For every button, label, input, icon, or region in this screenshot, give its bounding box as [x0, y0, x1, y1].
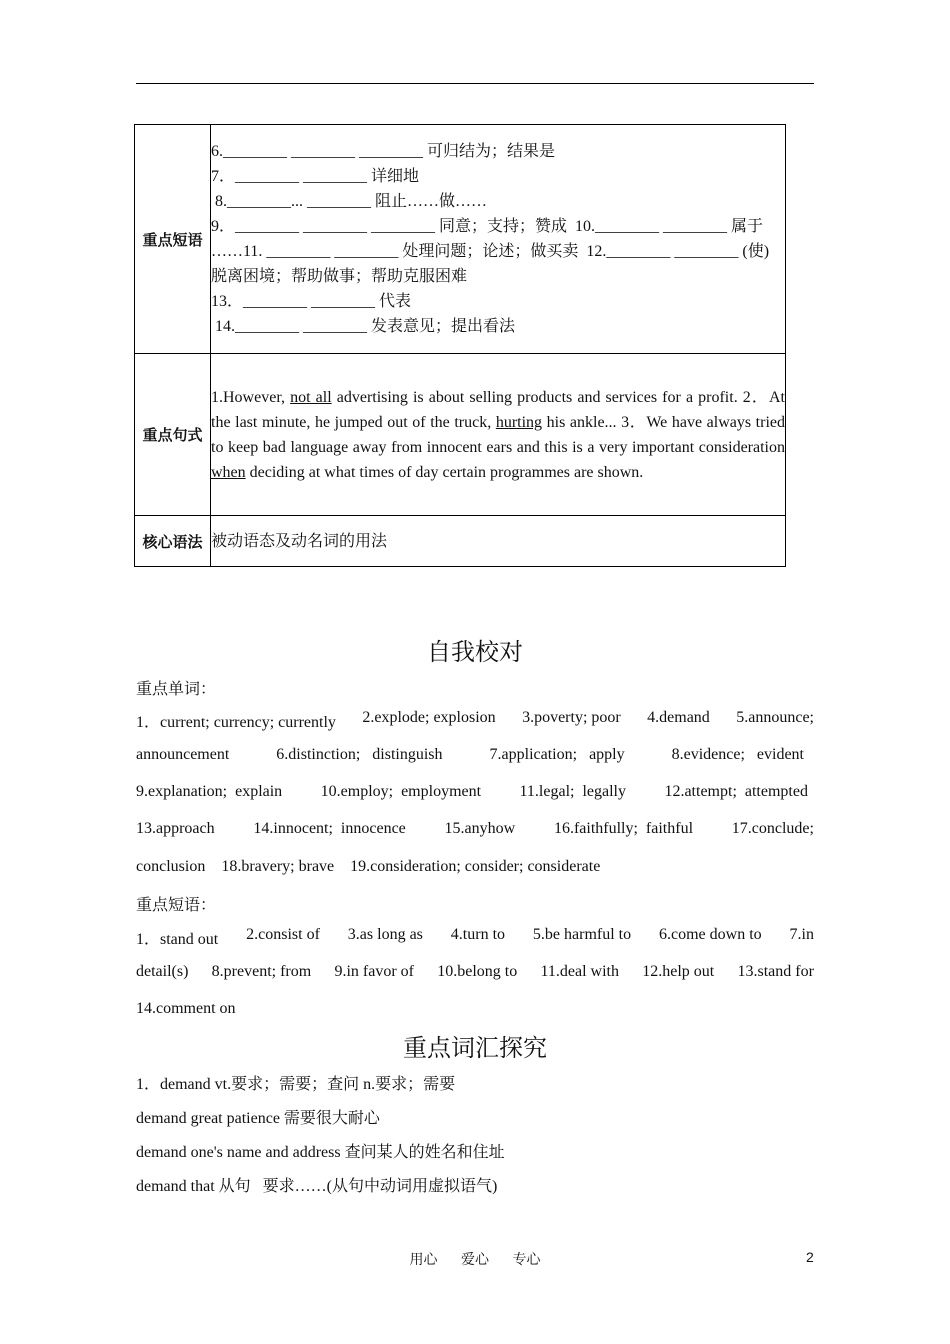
answer-item: 12.attempt; attempted: [664, 783, 808, 800]
phrase-line: 6.________ ________ ________ 可归结为；结果是: [211, 143, 556, 160]
answer-item: 6.come down to: [659, 926, 762, 943]
answer-item: 9.explanation; explain: [136, 783, 283, 800]
answer-item: 8.prevent; from: [211, 963, 312, 980]
answer-item: 1．stand out: [136, 931, 219, 948]
answer-item: 13.approach: [136, 820, 215, 837]
phrases-heading: 重点短语：: [136, 897, 217, 914]
phrases-line: [136, 963, 814, 981]
answer-item: 8.evidence; evident: [671, 746, 804, 763]
phrase-line: 13．________ ________ 代表: [211, 293, 412, 310]
answer-item: 11.legal; legally: [519, 783, 626, 800]
phrases-line: 14.comment on: [136, 1000, 236, 1017]
answer-item: 4.turn to: [450, 926, 506, 943]
answer-item: 3.as long as: [347, 926, 423, 943]
self-check-title: 自我校对: [427, 640, 523, 666]
row-label-sentences: 重点句式: [135, 354, 211, 516]
vocab-line: demand that 从句 要求……(从句中动词用虚拟语气): [136, 1178, 498, 1195]
answer-item: 10.employ; employment: [320, 783, 482, 800]
row-label-grammar: 核心语法: [135, 516, 211, 567]
words-line: [136, 746, 804, 764]
row-label-phrases: 重点短语: [135, 125, 211, 354]
answer-item: 10.belong to: [437, 963, 518, 980]
vocab-line: 1．demand vt.要求；需要；查问 n.要求；需要: [136, 1076, 456, 1093]
phrases-line: [136, 926, 814, 949]
table-row-grammar: [135, 516, 786, 567]
answer-item: detail(s): [136, 963, 189, 980]
underlined-phrase: when: [211, 463, 246, 481]
footer-item: 专心: [512, 1253, 541, 1268]
footer-item: 爱心: [461, 1253, 489, 1268]
summary-table: [134, 124, 786, 567]
phrase-line: 9．________ ________ ________ 同意；支持；赞成 10.________ ________ 属于: [211, 218, 764, 235]
words-line: [136, 783, 808, 801]
words-line: [136, 820, 814, 838]
answer-item: 17.conclude;: [731, 820, 814, 837]
footer-item: 用心: [409, 1253, 438, 1268]
answer-item: 16.faithfully; faithful: [553, 820, 694, 837]
answer-item: 7.application; apply: [489, 746, 625, 763]
answer-item: announcement: [136, 746, 230, 763]
vocab-line: demand one's name and address 查问某人的姓名和住址: [136, 1144, 505, 1161]
vocab-title: 重点词汇探究: [403, 1036, 547, 1062]
answer-item: 14.innocent; innocence: [253, 820, 406, 837]
answer-item: 5.be harmful to: [532, 926, 632, 943]
sentence-text: his ankle... 3．We have always tried to keep bad language away from innocent ears and this is a very important consideration: [211, 413, 785, 456]
phrases-cell: [211, 125, 786, 354]
table-row-phrases: [135, 125, 786, 354]
phrase-line: 14.________ ________ 发表意见；提出看法: [211, 318, 516, 335]
answer-item: 12.help out: [642, 963, 715, 980]
header-rule: [136, 83, 814, 84]
sentence-text: deciding at what times of day certain programmes are shown.: [245, 463, 644, 481]
sentence-text: 1.However,: [211, 388, 291, 406]
vocab-line: demand great patience 需要很大耐心: [136, 1110, 380, 1127]
answer-item: 3.poverty; poor: [522, 709, 621, 726]
answer-item: 2.consist of: [246, 926, 320, 943]
words-line: conclusion 18.bravery; brave 19.consideration; consider; considerate: [136, 858, 601, 875]
answer-item: 1．current; currency; currently: [136, 714, 336, 731]
answer-item: 7.in: [789, 926, 814, 943]
phrase-line: 脱离困境；帮助做事；帮助克服困难: [211, 268, 468, 285]
answer-item: 11.deal with: [540, 963, 619, 980]
answer-item: 2.explode; explosion: [362, 709, 496, 726]
underlined-phrase: hurting: [495, 413, 543, 431]
sentence-text: advertising is about selling products and services for a profit. 2．At the last minute, he jumped out of the truck,: [211, 388, 785, 431]
table-row-sentences: [135, 354, 786, 516]
answer-item: 15.anyhow: [444, 820, 516, 837]
words-line: [136, 709, 814, 732]
underlined-phrase: not all: [290, 388, 332, 406]
answer-item: 5.announce;: [736, 709, 814, 726]
phrase-line: ……11. ________ ________ 处理问题；论述；做买卖 12.________ ________ (使): [211, 243, 770, 260]
answer-item: 9.in favor of: [334, 963, 414, 980]
sentences-cell: [211, 354, 786, 516]
page-number: 2: [806, 1249, 814, 1265]
phrase-line: 7．________ ________ 详细地: [211, 168, 420, 185]
phrase-line: 8.________... ________ 阻止……做……: [211, 193, 488, 210]
answer-item: 6.distinction; distinguish: [276, 746, 443, 763]
answer-item: 4.demand: [647, 709, 710, 726]
answer-item: 13.stand for: [737, 963, 814, 980]
words-heading: 重点单词：: [136, 681, 217, 698]
grammar-cell: 被动语态及动名词的用法: [211, 516, 786, 567]
